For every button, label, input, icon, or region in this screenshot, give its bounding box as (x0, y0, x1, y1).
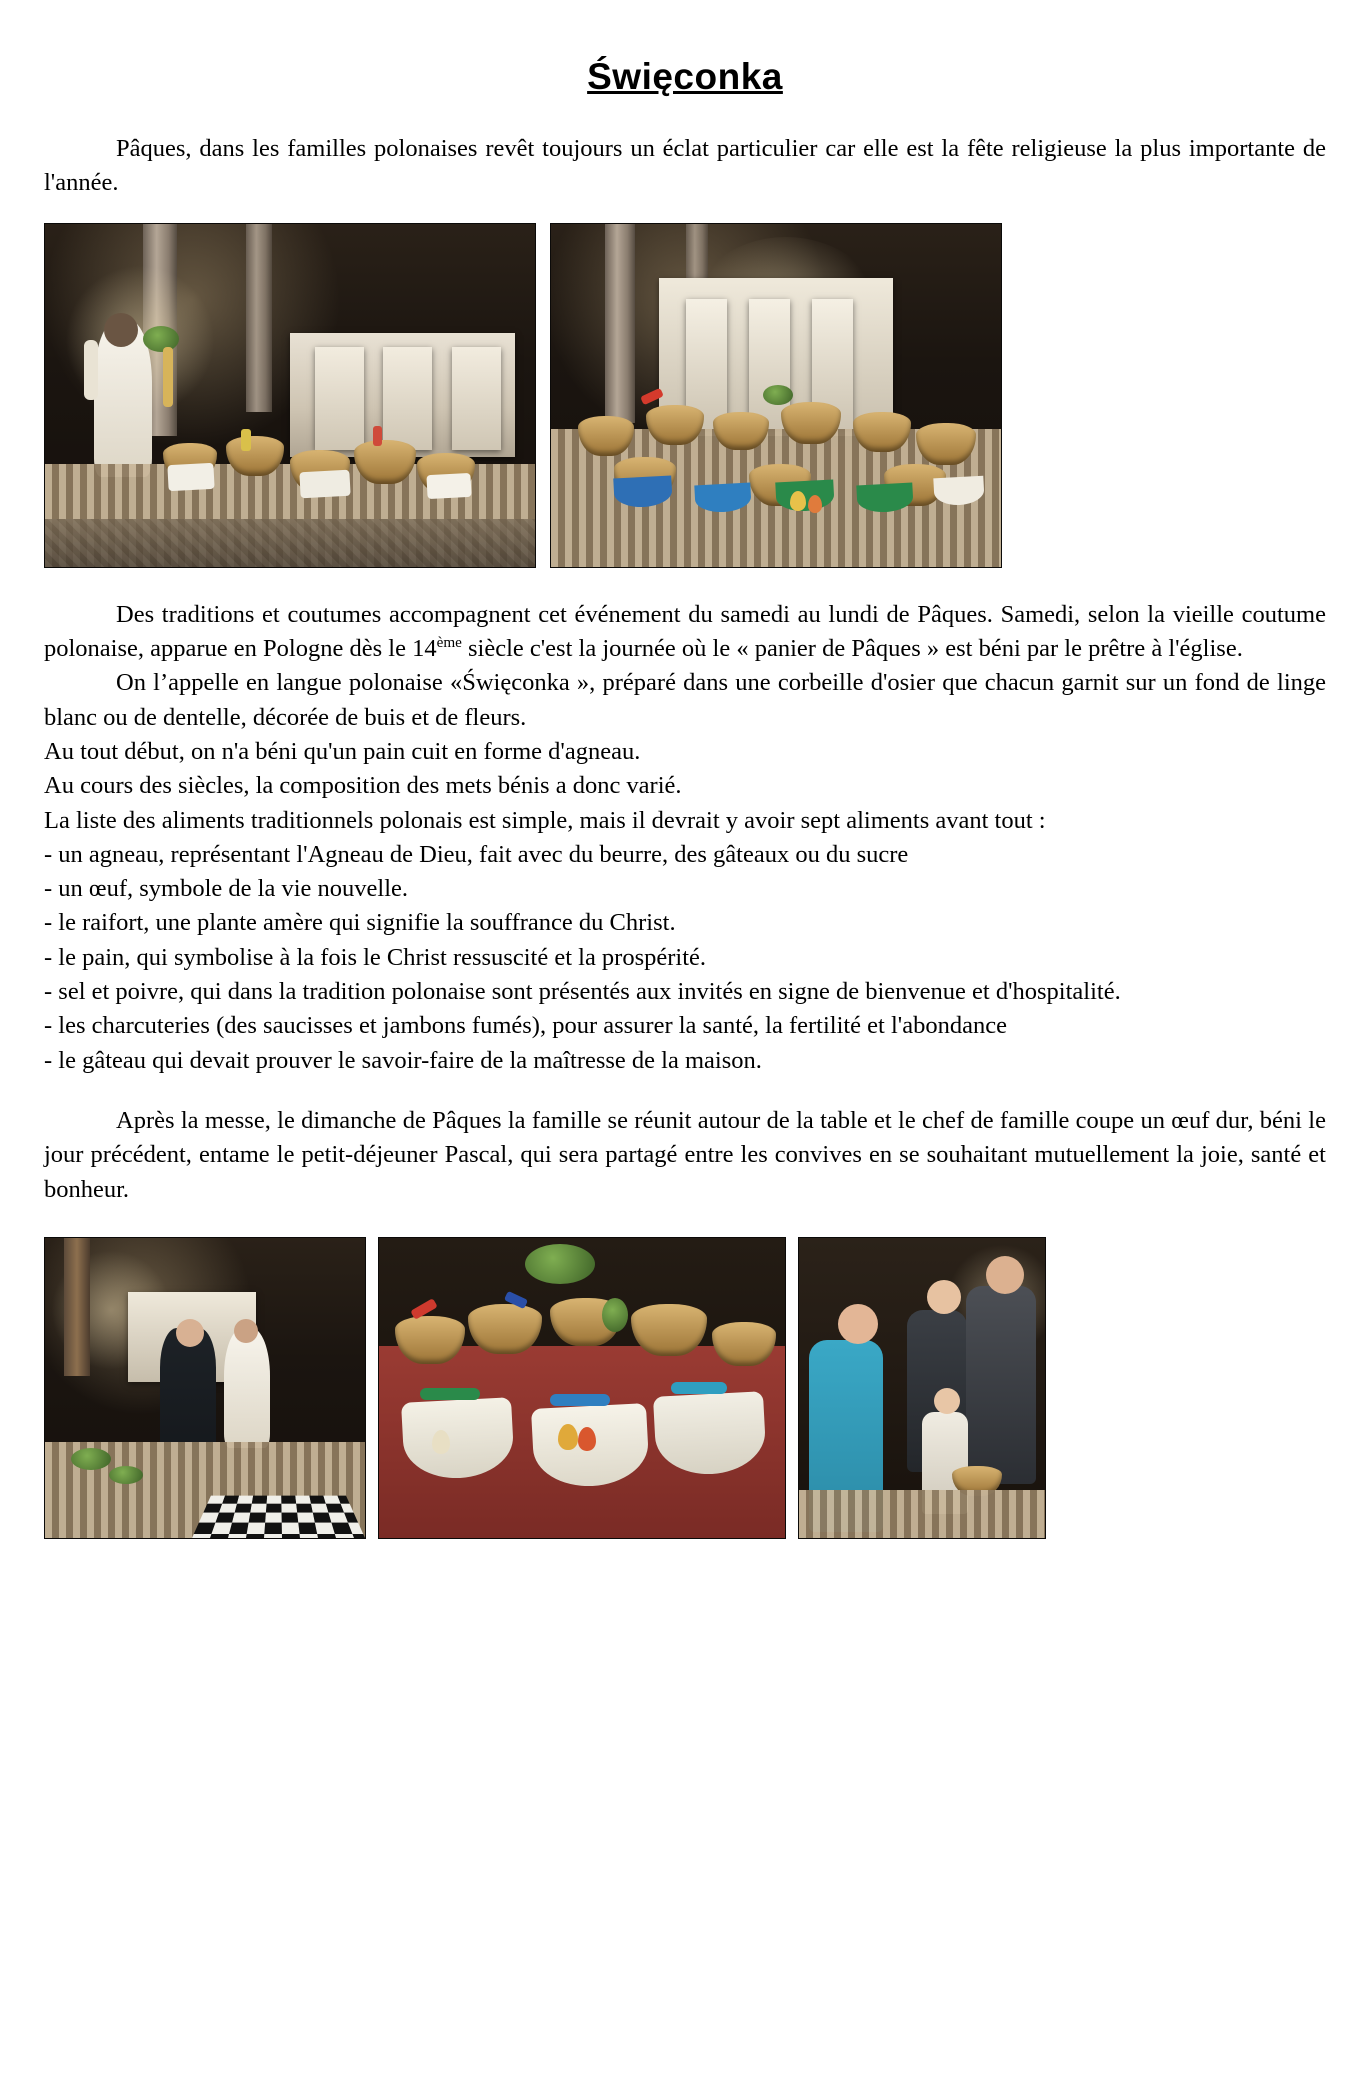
list-item-salt-pepper: - sel et poivre, qui dans la tradition polonaise sont présentés aux invités en signe de bienvenue et d'hospitalité. (44, 978, 1121, 1006)
paragraph-swieconka: On l’appelle en langue polonaise «Święconka », préparé dans une corbeille d'osier que chacun garnit sur un fond de linge blanc ou de dentelle, décorée de buis et de fleurs. (44, 669, 1326, 731)
closing-text-block (44, 1104, 1326, 1207)
main-text-block (44, 598, 1326, 1078)
list-item-cake: - le gâteau qui devait prouver le savoir-faire de la maîtresse de la maison. (44, 1046, 762, 1074)
photo-man-and-priest-in-church (44, 1237, 366, 1539)
list-item-charcuterie: - les charcuteries (des saucisses et jambons fumés), pour assurer la santé, la fertilité et l'abondance (44, 1012, 1007, 1040)
paragraph-composition: Au cours des siècles, la composition des mets bénis a donc varié. (44, 772, 682, 800)
century-suffix: ème (436, 633, 462, 651)
photo-row-top (44, 223, 1326, 568)
photo-baskets-on-decorated-table (378, 1237, 786, 1539)
list-item-egg: - un œuf, symbole de la vie nouvelle. (44, 875, 409, 903)
paragraph-traditions (44, 598, 1326, 667)
paragraph-intro: Pâques, dans les familles polonaises revêt toujours un éclat particulier car elle est la fête religieuse la plus importante de l'année. (44, 135, 1326, 197)
list-item-bread: - le pain, qui symbolise à la fois le Christ ressuscité et la prospérité. (44, 943, 707, 971)
document-body (44, 132, 1326, 1539)
page-title: Święconka (587, 56, 783, 97)
paragraph-traditions-text: Des traditions et coutumes accompagnent cet événement du samedi au lundi de Pâques. Samedi, selon la vieille coutume polonaise, apparue en Pologne dès le 14ème siècle c'est la journée où le « panier de Pâques » est béni par le prêtre à l'église. (44, 600, 1326, 663)
photo-easter-baskets-on-church-floor (550, 223, 1002, 568)
paragraph-after-mass: Après la messe, le dimanche de Pâques la famille se réunit autour de la table et le chef de famille coupe un œuf dur, béni le jour précédent, entame le petit-déjeuner Pascal, qui sera partagé entre les convives en se souhaitant mutuellement la joie, santé et bonheur. (44, 1106, 1326, 1203)
photo-row-bottom (44, 1237, 1326, 1539)
photo-priest-blessing-baskets (44, 223, 536, 568)
paragraph-list-intro: La liste des aliments traditionnels polonais est simple, mais il devrait y avoir sept aliments avant tout : (44, 806, 1046, 834)
list-item-horseradish: - le raifort, une plante amère qui signifie la souffrance du Christ. (44, 909, 676, 937)
document-page (0, 56, 1370, 2079)
list-item-lamb: - un agneau, représentant l'Agneau de Dieu, fait avec du beurre, des gâteaux ou du sucre (44, 840, 909, 868)
paragraph-lamb-bread: Au tout début, on n'a béni qu'un pain cuit en forme d'agneau. (44, 737, 641, 765)
photo-family-with-children-and-basket (798, 1237, 1046, 1539)
intro-block (44, 132, 1326, 201)
